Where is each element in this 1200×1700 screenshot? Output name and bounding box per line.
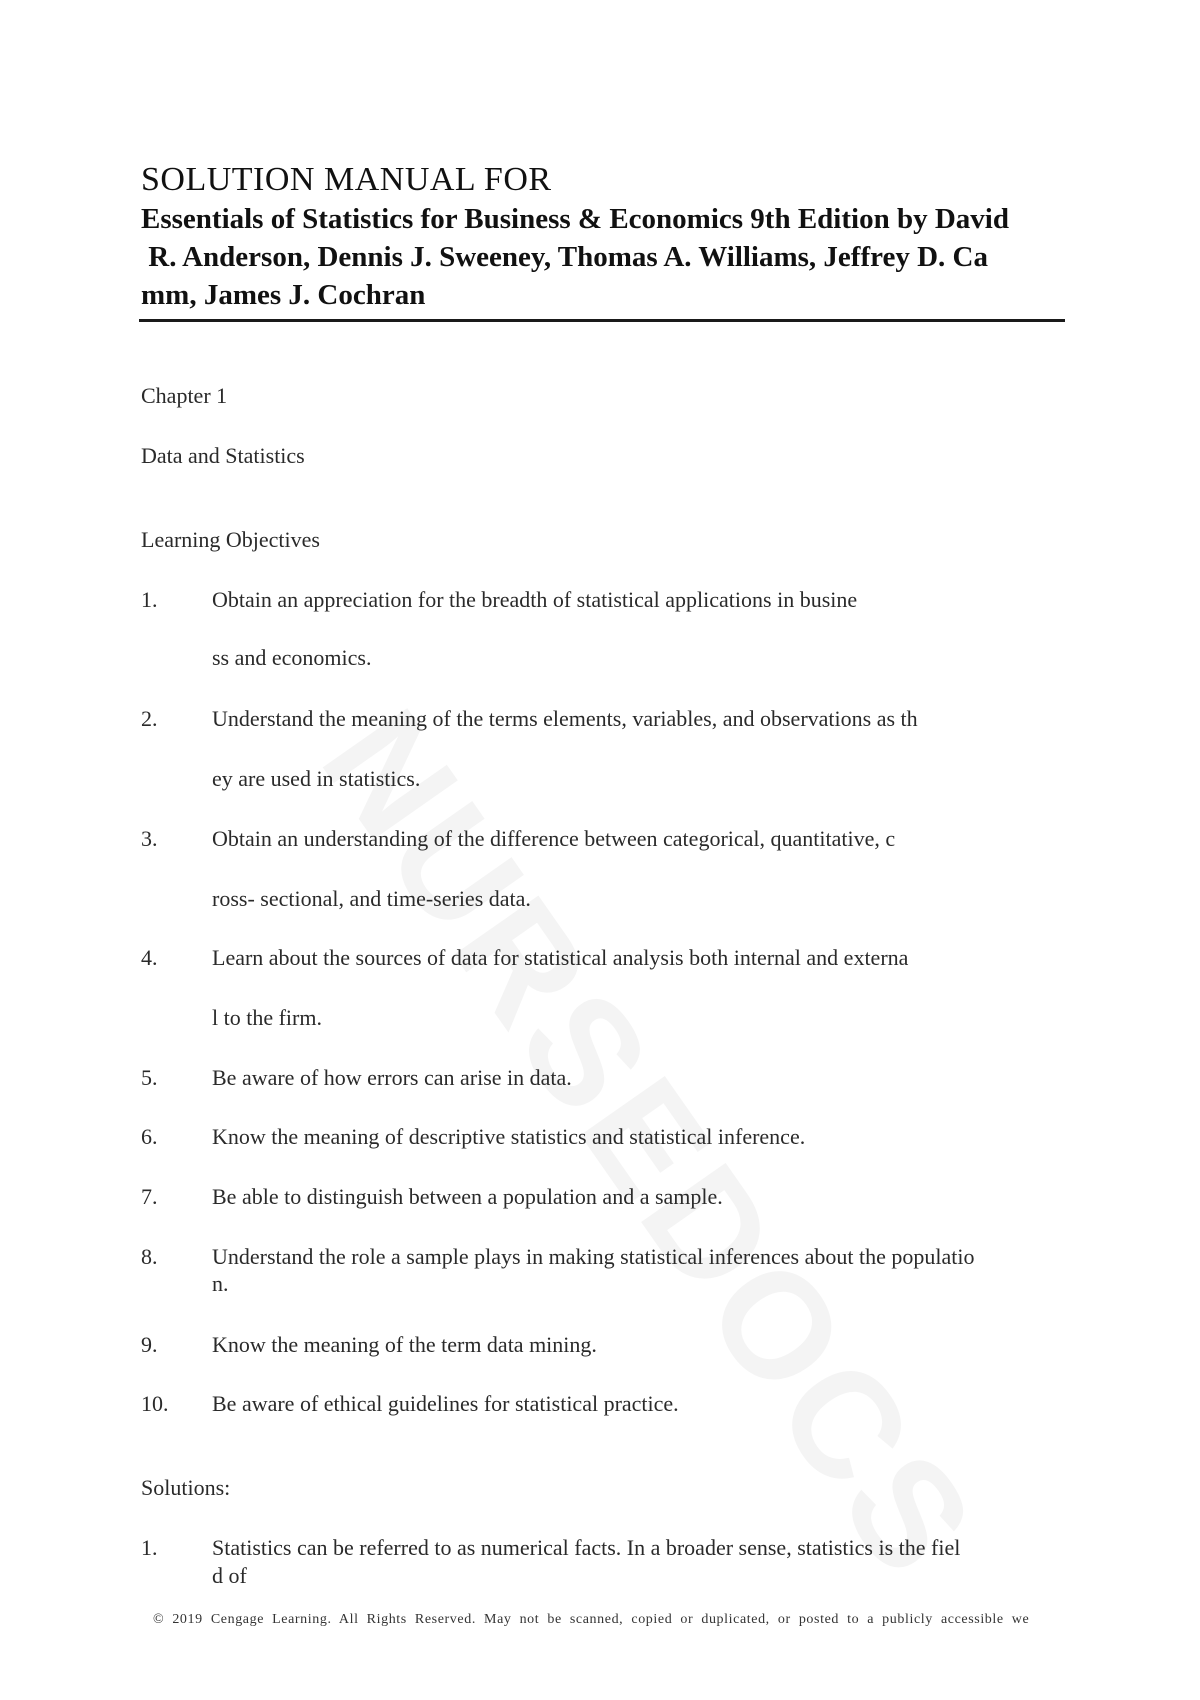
objective-line: ss and economics. bbox=[212, 645, 372, 670]
document-title: SOLUTION MANUAL FOR bbox=[141, 161, 552, 198]
document-header bbox=[141, 160, 1064, 314]
subtitle-line: mm, James J. Cochran bbox=[141, 279, 426, 311]
subtitle-line: R. Anderson, Dennis J. Sweeney, Thomas A. Williams, Jeffrey D. Ca bbox=[141, 241, 988, 273]
objective-number: 4. bbox=[141, 945, 158, 970]
objectives-heading: Learning Objectives bbox=[141, 527, 320, 552]
objective-line: n. bbox=[212, 1271, 229, 1296]
objective-line: Understand the role a sample plays in making statistical inferences about the populatio bbox=[212, 1244, 975, 1269]
objective-number: 7. bbox=[141, 1184, 158, 1209]
objective-number: 6. bbox=[141, 1124, 158, 1149]
objective-number: 5. bbox=[141, 1065, 158, 1090]
objective-number: 8. bbox=[141, 1244, 158, 1269]
subtitle-line: Essentials of Statistics for Business & Economics 9th Edition by David bbox=[141, 203, 1009, 235]
objective-line: Be able to distinguish between a population and a sample. bbox=[212, 1184, 723, 1209]
objective-line: l to the firm. bbox=[212, 1005, 322, 1030]
objective-text bbox=[212, 1243, 1092, 1297]
objective-line: Know the meaning of descriptive statistics and statistical inference. bbox=[212, 1124, 806, 1149]
solution-line: Statistics can be referred to as numerical facts. In a broader sense, statistics is the fiel bbox=[212, 1535, 961, 1560]
objective-line: Learn about the sources of data for statistical analysis both internal and externa bbox=[212, 945, 909, 970]
objective-number: 10. bbox=[141, 1391, 169, 1416]
objective-text bbox=[212, 1064, 1092, 1092]
objective-line: Know the meaning of the term data mining. bbox=[212, 1332, 597, 1357]
objective-number: 3. bbox=[141, 826, 158, 851]
objective-line: ey are used in statistics. bbox=[212, 766, 421, 791]
objective-line: Understand the meaning of the terms elements, variables, and observations as th bbox=[212, 706, 918, 731]
objective-line: Obtain an appreciation for the breadth of statistical applications in busine bbox=[212, 587, 858, 612]
objective-line: Be aware of ethical guidelines for statistical practice. bbox=[212, 1391, 679, 1416]
objective-text bbox=[212, 825, 1092, 913]
copyright-footer: © 2019 Cengage Learning. All Rights Reserved. May not be scanned, copied or duplicated, or posted to a publicly accessible we bbox=[153, 1612, 1030, 1627]
objective-number: 1. bbox=[141, 587, 158, 612]
objective-text bbox=[212, 944, 1092, 1032]
objective-text bbox=[212, 1123, 1092, 1151]
objective-text bbox=[212, 1183, 1092, 1211]
objective-line: Obtain an understanding of the difference between categorical, quantitative, c bbox=[212, 826, 896, 851]
objective-line: Be aware of how errors can arise in data. bbox=[212, 1065, 572, 1090]
chapter-label: Chapter 1 bbox=[141, 383, 228, 408]
document-subtitle bbox=[141, 200, 1064, 314]
title-divider bbox=[139, 319, 1065, 322]
objective-number: 2. bbox=[141, 706, 158, 731]
objective-text bbox=[212, 705, 1092, 793]
objective-line: ross- sectional, and time-series data. bbox=[212, 886, 531, 911]
solution-line: d of bbox=[212, 1563, 247, 1588]
solution-text bbox=[212, 1534, 1092, 1590]
solutions-heading: Solutions: bbox=[141, 1475, 231, 1500]
objective-text bbox=[212, 586, 1092, 672]
solution-number: 1. bbox=[141, 1535, 158, 1560]
objective-number: 9. bbox=[141, 1332, 158, 1357]
chapter-name: Data and Statistics bbox=[141, 443, 305, 468]
objective-text bbox=[212, 1390, 1092, 1418]
objective-text bbox=[212, 1331, 1092, 1359]
